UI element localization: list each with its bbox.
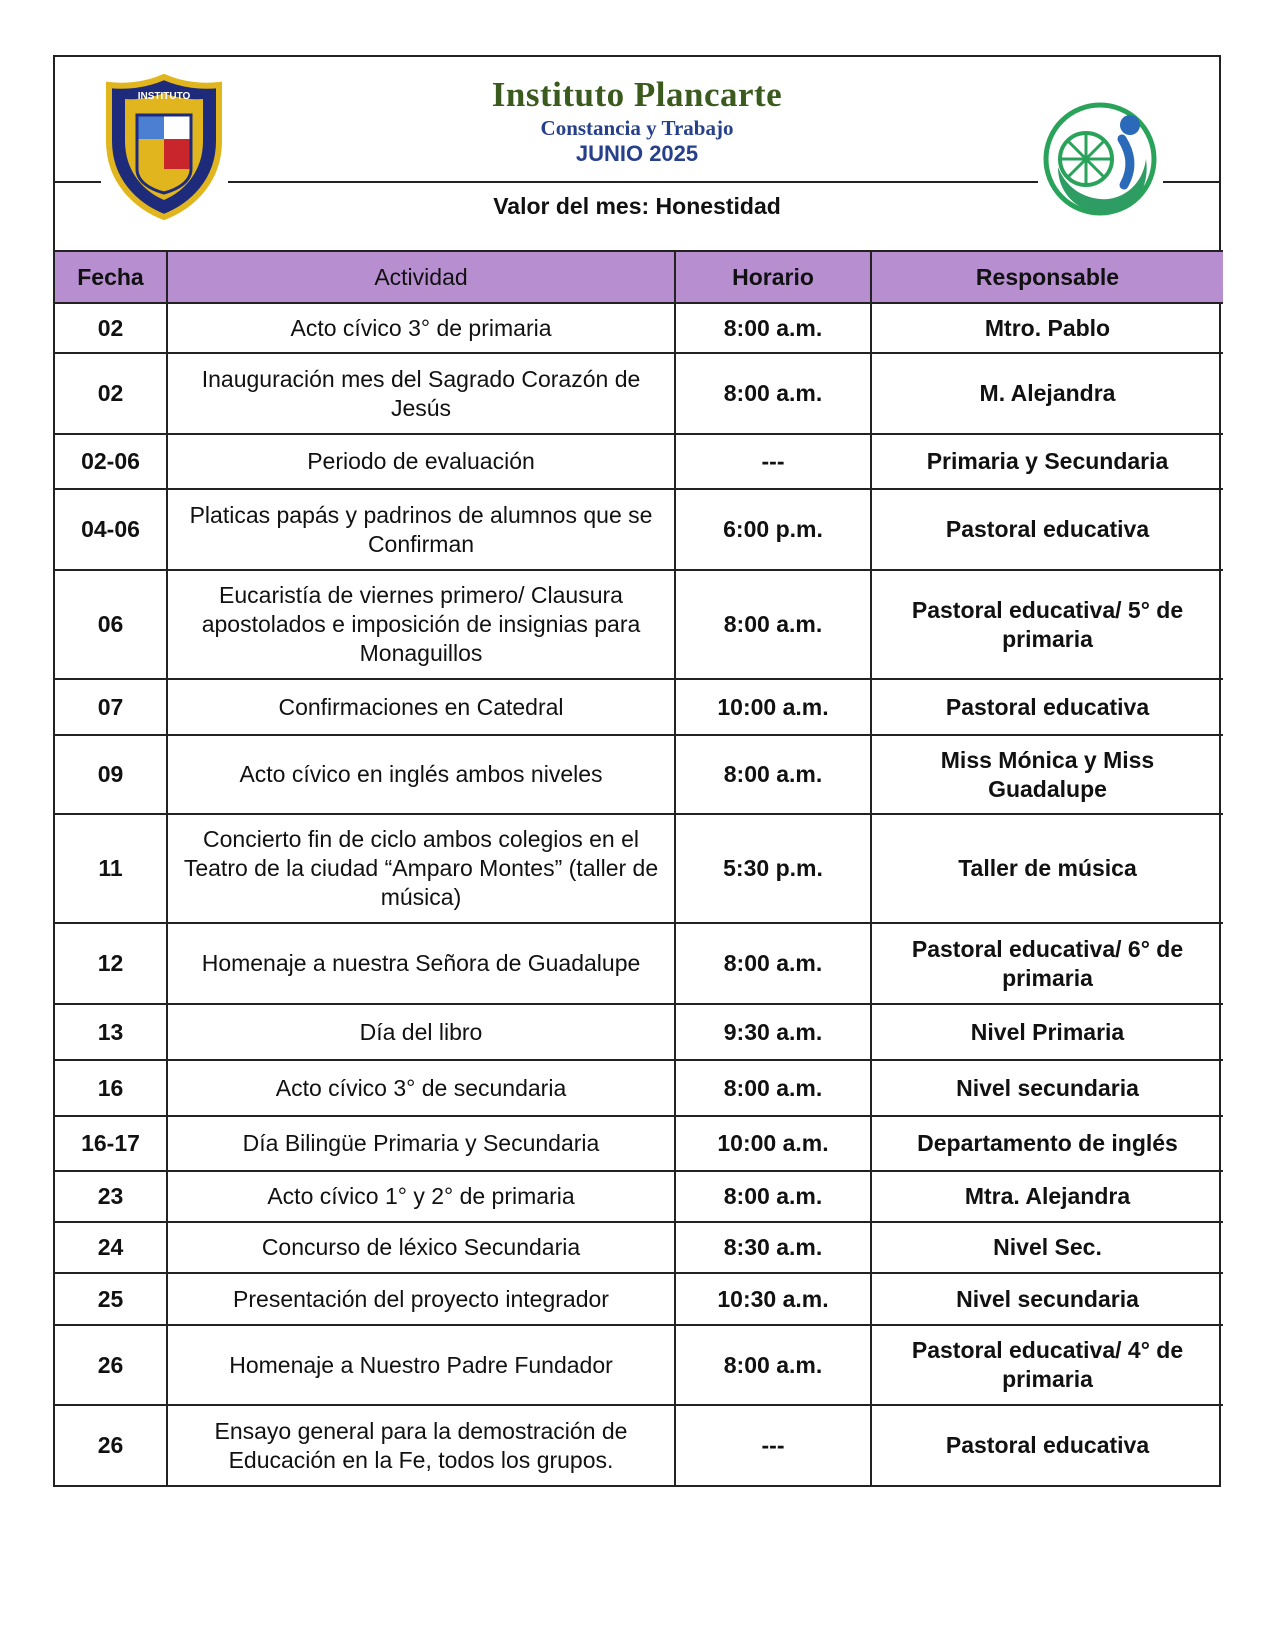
- table-row: [55, 1325, 1223, 1405]
- cell-horario: 10:00 a.m.: [675, 1116, 871, 1171]
- cell-horario: 10:00 a.m.: [675, 679, 871, 735]
- table-row: [55, 570, 1223, 679]
- column-header-responsable: Responsable: [871, 251, 1223, 303]
- header-rule: [228, 181, 1038, 183]
- cell-actividad: Presentación del proyecto integrador: [167, 1273, 675, 1325]
- cell-responsable: Pastoral educativa/ 5° de primaria: [871, 570, 1223, 679]
- cell-responsable: Taller de música: [871, 814, 1223, 923]
- cell-horario: 8:00 a.m.: [675, 1171, 871, 1222]
- cell-fecha: 12: [55, 923, 167, 1004]
- cell-responsable: Nivel Primaria: [871, 1004, 1223, 1060]
- header-rule: [1163, 181, 1221, 183]
- cell-fecha: 09: [55, 735, 167, 814]
- cell-fecha: 04-06: [55, 489, 167, 570]
- cell-actividad: Acto cívico 3° de secundaria: [167, 1060, 675, 1116]
- cell-responsable: Departamento de inglés: [871, 1116, 1223, 1171]
- cell-horario: 8:00 a.m.: [675, 735, 871, 814]
- cell-horario: 8:00 a.m.: [675, 923, 871, 1004]
- cell-responsable: Nivel secundaria: [871, 1060, 1223, 1116]
- activities-table-body: [55, 303, 1223, 1485]
- shield-logo-text: INSTITUTO: [137, 91, 191, 102]
- cell-horario: 8:00 a.m.: [675, 570, 871, 679]
- cell-horario: 9:30 a.m.: [675, 1004, 871, 1060]
- cell-fecha: 13: [55, 1004, 167, 1060]
- institution-title: Instituto Plancarte: [491, 75, 783, 114]
- column-header-horario: Horario: [675, 251, 871, 303]
- cell-actividad: Concierto fin de ciclo ambos colegios en el Teatro de la ciudad “Amparo Montes” (taller de música): [167, 814, 675, 923]
- cell-fecha: 02: [55, 353, 167, 434]
- cell-responsable: Pastoral educativa: [871, 1405, 1223, 1485]
- cell-actividad: Concurso de léxico Secundaria: [167, 1222, 675, 1273]
- table-row: [55, 1171, 1223, 1222]
- cell-responsable: Mtra. Alejandra: [871, 1171, 1223, 1222]
- cell-responsable: Nivel secundaria: [871, 1273, 1223, 1325]
- column-header-fecha: Fecha: [55, 251, 167, 303]
- cell-horario: ---: [675, 434, 871, 489]
- cell-fecha: 16: [55, 1060, 167, 1116]
- activities-table: [55, 250, 1223, 1485]
- cell-actividad: Día del libro: [167, 1004, 675, 1060]
- cell-actividad: Periodo de evaluación: [167, 434, 675, 489]
- globe-person-logo: [1038, 97, 1163, 222]
- table-header-row: [55, 251, 1223, 303]
- cell-responsable: M. Alejandra: [871, 353, 1223, 434]
- cell-horario: 10:30 a.m.: [675, 1273, 871, 1325]
- cell-responsable: Pastoral educativa: [871, 489, 1223, 570]
- table-row: [55, 1405, 1223, 1485]
- value-of-month: Valor del mes: Honestidad: [493, 193, 781, 219]
- table-row: [55, 1222, 1223, 1273]
- cell-actividad: Homenaje a Nuestro Padre Fundador: [167, 1325, 675, 1405]
- cell-horario: 8:30 a.m.: [675, 1222, 871, 1273]
- cell-actividad: Acto cívico 3° de primaria: [167, 303, 675, 353]
- cell-fecha: 24: [55, 1222, 167, 1273]
- cell-responsable: Pastoral educativa: [871, 679, 1223, 735]
- cell-actividad: Día Bilingüe Primaria y Secundaria: [167, 1116, 675, 1171]
- cell-horario: 8:00 a.m.: [675, 1060, 871, 1116]
- cell-responsable: Nivel Sec.: [871, 1222, 1223, 1273]
- cell-actividad: Inauguración mes del Sagrado Corazón de Jesús: [167, 353, 675, 434]
- cell-responsable: Mtro. Pablo: [871, 303, 1223, 353]
- table-row: [55, 814, 1223, 923]
- table-row: [55, 735, 1223, 814]
- cell-fecha: 06: [55, 570, 167, 679]
- table-row: [55, 1273, 1223, 1325]
- cell-fecha: 02: [55, 303, 167, 353]
- table-row: [55, 1060, 1223, 1116]
- table-row: [55, 923, 1223, 1004]
- cell-fecha: 25: [55, 1273, 167, 1325]
- calendar-month: JUNIO 2025: [575, 141, 699, 166]
- institution-motto: Constancia y Trabajo: [540, 116, 734, 140]
- cell-responsable: Pastoral educativa/ 6° de primaria: [871, 923, 1223, 1004]
- cell-actividad: Eucaristía de viernes primero/ Clausura apostolados e imposición de insignias para Monaguillos: [167, 570, 675, 679]
- calendar-document: [53, 55, 1221, 1487]
- header-rule: [55, 181, 101, 183]
- table-row: [55, 1004, 1223, 1060]
- cell-actividad: Homenaje a nuestra Señora de Guadalupe: [167, 923, 675, 1004]
- cell-responsable: Primaria y Secundaria: [871, 434, 1223, 489]
- cell-horario: ---: [675, 1405, 871, 1485]
- cell-horario: 6:00 p.m.: [675, 489, 871, 570]
- cell-responsable: Pastoral educativa/ 4° de primaria: [871, 1325, 1223, 1405]
- cell-actividad: Acto cívico 1° y 2° de primaria: [167, 1171, 675, 1222]
- cell-horario: 8:00 a.m.: [675, 353, 871, 434]
- table-row: [55, 353, 1223, 434]
- cell-horario: 5:30 p.m.: [675, 814, 871, 923]
- table-row: [55, 1116, 1223, 1171]
- cell-actividad: Acto cívico en inglés ambos niveles: [167, 735, 675, 814]
- cell-horario: 8:00 a.m.: [675, 303, 871, 353]
- cell-actividad: Ensayo general para la demostración de Educación en la Fe, todos los grupos.: [167, 1405, 675, 1485]
- table-row: [55, 489, 1223, 570]
- table-row: [55, 303, 1223, 353]
- cell-fecha: 26: [55, 1325, 167, 1405]
- column-header-actividad: Actividad: [167, 251, 675, 303]
- cell-fecha: 11: [55, 814, 167, 923]
- cell-fecha: 26: [55, 1405, 167, 1485]
- table-row: [55, 434, 1223, 489]
- cell-responsable: Miss Mónica y Miss Guadalupe: [871, 735, 1223, 814]
- cell-fecha: 07: [55, 679, 167, 735]
- cell-fecha: 23: [55, 1171, 167, 1222]
- table-row: [55, 679, 1223, 735]
- document-header: [55, 57, 1219, 250]
- cell-fecha: 02-06: [55, 434, 167, 489]
- cell-actividad: Confirmaciones en Catedral: [167, 679, 675, 735]
- cell-fecha: 16-17: [55, 1116, 167, 1171]
- cell-horario: 8:00 a.m.: [675, 1325, 871, 1405]
- cell-actividad: Platicas papás y padrinos de alumnos que se Confirman: [167, 489, 675, 570]
